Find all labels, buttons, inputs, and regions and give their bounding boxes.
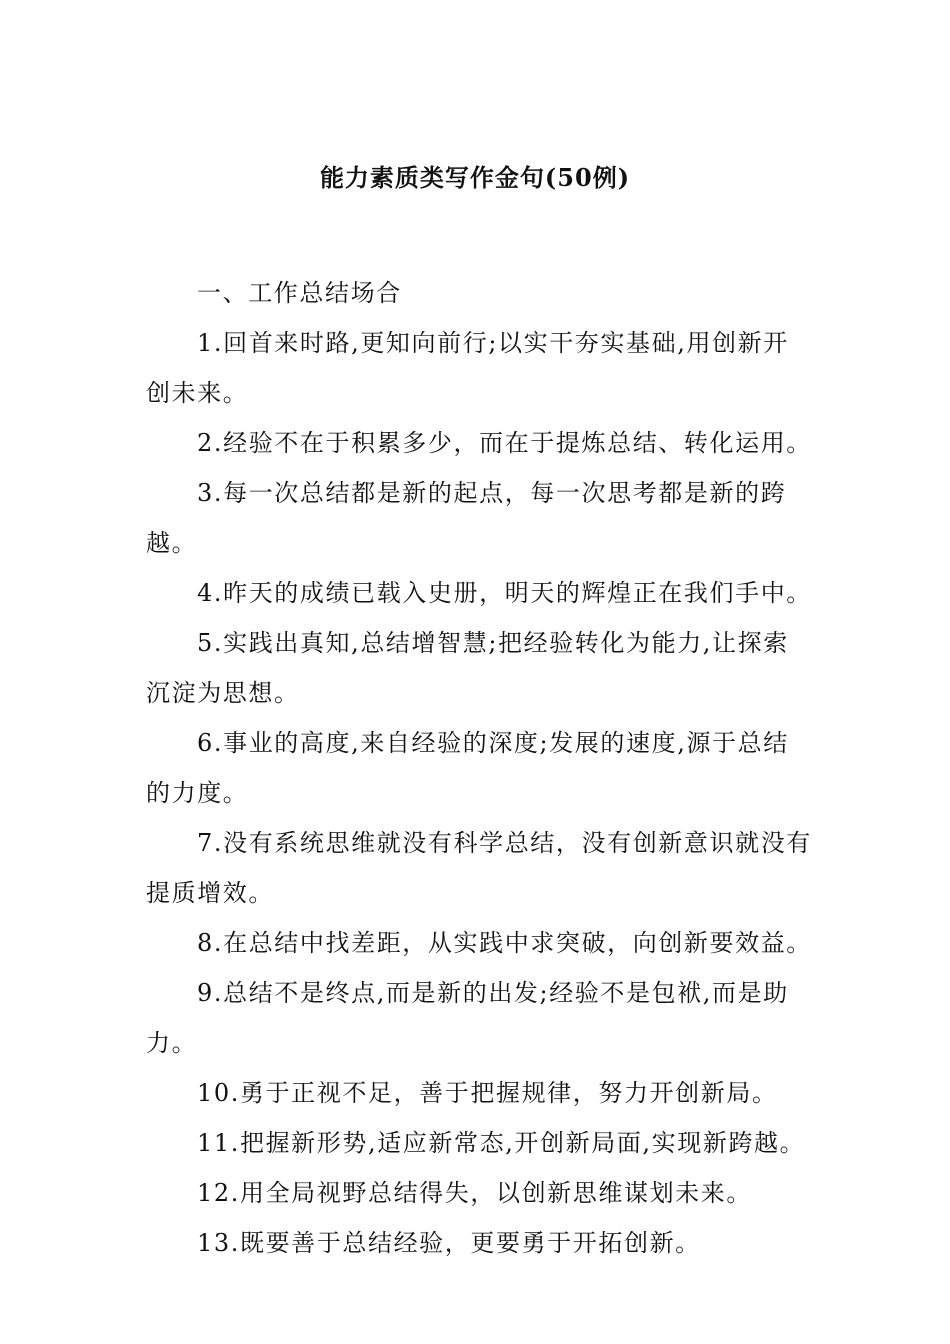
quote-item: 8.在总结中找差距，从实践中求突破，向创新要效益。 [197,929,812,957]
quote-item: 3.每一次总结都是新的起点，每一次思考都是新的跨越。 [146,479,787,557]
quote-item: 7.没有系统思维就没有科学总结，没有创新意识就没有提质增效。 [146,829,812,907]
quote-item: 6.事业的高度,来自经验的深度;发展的速度,源于总结的力度。 [146,729,789,807]
quote-item: 12.用全局视野总结得失，以创新思维谋划未来。 [197,1179,752,1207]
document-title: 能力素质类写作金句(50例) [319,163,631,192]
quote-item: 5.实践出真知,总结增智慧;把经验转化为能力,让探索沉淀为思想。 [146,629,789,707]
quote-item: 11.把握新形势,适应新常态,开创新局面,实现新跨越。 [197,1129,806,1157]
document-body [146,268,814,1268]
quote-item: 9.总结不是终点,而是新的出发;经验不是包袱,而是助力。 [146,979,789,1057]
section-heading: 一、工作总结场合 [197,279,402,307]
quote-item: 4.昨天的成绩已载入史册，明天的辉煌正在我们手中。 [197,579,812,607]
quote-item: 1.回首来时路,更知向前行;以实干夯实基础,用创新开创未来。 [146,329,789,407]
quote-item: 10.勇于正视不足，善于把握规律，努力开创新局。 [197,1079,778,1107]
quote-item: 13.既要善于总结经验，更要勇于开拓创新。 [197,1229,701,1257]
quote-item: 2.经验不在于积累多少，而在于提炼总结、转化运用。 [197,429,812,457]
